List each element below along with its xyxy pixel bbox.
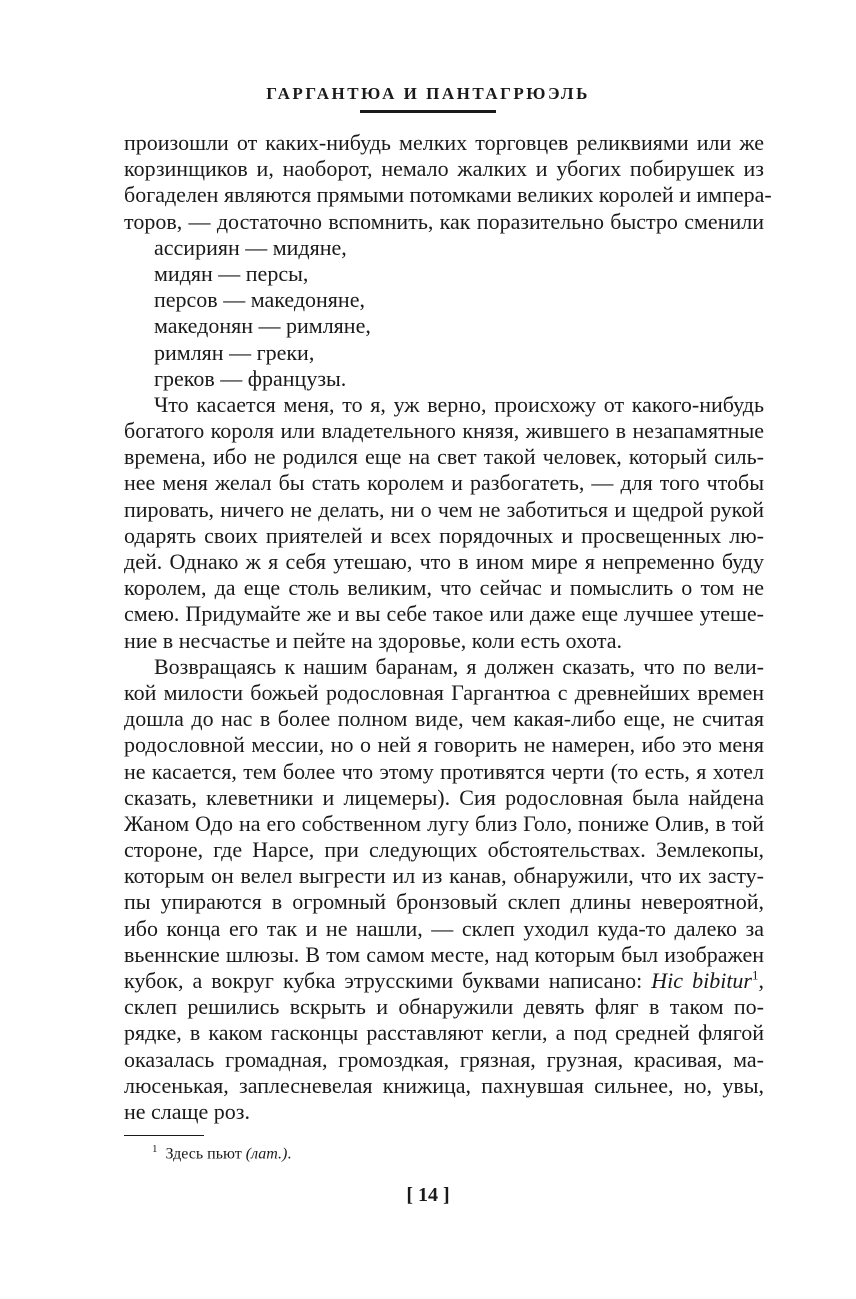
text-line: оказалась громадная, громоздкая, грязная, грузная, красивая, ма- xyxy=(124,1046,764,1072)
text-line: ние в несчастье и пейте на здоровье, коли есть охота. xyxy=(124,627,623,653)
text-segment: кубок, а вокруг кубка этрусскими буквами написано: xyxy=(124,968,643,993)
text-line: времена, ибо не родился еще на свет такой человек, который силь- xyxy=(124,444,764,470)
header-rule xyxy=(360,110,496,113)
text-line: стороне, где Нарсе, при следующих обстоятельствах. Землекопы, xyxy=(124,837,764,863)
footnote-end: . xyxy=(287,1145,292,1163)
text-line: рядке, в каком гасконцы расставляют кегли, а под средней флягой xyxy=(124,1020,764,1046)
text-line: Жаном Одо на его собственном лугу близ Голо, пониже Олив, в той xyxy=(124,810,764,836)
text-line: королем, да еще столь великим, что сейчас и помыслить о том не xyxy=(124,575,764,601)
text-line-with-latin xyxy=(124,968,764,994)
text-line: пировать, ничего не делать, ни о чем не заботиться и щедрой рукой xyxy=(124,496,764,522)
text-line: произошли от каких-нибудь мелких торговцев реликвиями или же xyxy=(124,130,764,155)
text-line: люсенькая, заплесневелая книжица, пахнувшая сильнее, но, увы, xyxy=(124,1072,764,1098)
verse-line: ассириян — мидяне, xyxy=(154,234,347,260)
verse-line: персов — македоняне, xyxy=(154,287,365,313)
text-line: сказать, клеветники и лицемеры). Сия родословная была найдена xyxy=(124,784,764,810)
text-line: родословной мессии, но о ней я говорить не намерен, ибо это меня xyxy=(124,732,764,758)
text-line: вьеннские шлюзы. В том самом месте, над которым был изображен xyxy=(124,941,764,967)
footnote-reference[interactable]: 1 xyxy=(752,967,759,983)
text-line: богатого короля или владетельного князя, жившего в незапамятные xyxy=(124,418,764,444)
verse-line: мидян — персы, xyxy=(154,260,309,286)
latin-phrase: Hic bibitur xyxy=(651,968,752,993)
text-line: не слаще роз. xyxy=(124,1098,250,1124)
text-line: нее меня желал бы стать королем и разбогатеть, — для того чтобы xyxy=(124,470,764,496)
text-line: кой милости божьей родословная Гаргантюа с древнейших времен xyxy=(124,679,764,705)
text-line: богаделен являются прямыми потомками великих королей и импера- xyxy=(124,182,772,208)
text-line: не касается, тем более что этому противятся черти (то есть, я хотел xyxy=(124,758,764,784)
footnote-note: (лат.) xyxy=(245,1145,288,1163)
text-line: одарять своих приятелей и всех порядочных и просвещенных лю- xyxy=(124,522,764,548)
footnote-mark: 1 xyxy=(152,1143,158,1155)
text-line: торов, — достаточно вспомнить, как поразительно быстро сменили xyxy=(124,208,764,234)
comma: , xyxy=(758,968,764,993)
page-number: [ 14 ] xyxy=(406,1184,450,1206)
text-line: Что касается меня, то я, уж верно, происхожу от какого-нибудь xyxy=(154,391,764,417)
text-line: склеп решились вскрыть и обнаружили девять фляг в таком по- xyxy=(124,994,764,1020)
text-line: пы упираются в огромный бронзовый склеп длины невероятной, xyxy=(124,889,764,915)
footnote-text: Здесь пьют xyxy=(165,1145,246,1163)
main-text xyxy=(124,130,772,1125)
text-line: дей. Однако ж я себя утешаю, что в ином мире я непременно буду xyxy=(124,549,764,574)
text-line: смею. Придумайте же и вы себе такое или даже еще лучшее утеше- xyxy=(124,601,764,627)
running-header: ГАРГАНТЮА И ПАНТАГРЮЭЛЬ xyxy=(266,84,590,103)
verse-line: римлян — греки, xyxy=(154,339,315,365)
verse-line: македонян — римляне, xyxy=(154,313,371,339)
text-line: дошла до нас в более полном виде, чем какая-либо еще, не считая xyxy=(124,706,764,732)
text-line: ибо конца его так и не нашли, — склеп уходил куда-то далеко за xyxy=(124,915,764,941)
text-line: которым он велел выгрести ил из канав, обнаружили, что их засту- xyxy=(124,863,764,889)
text-line: корзинщиков и, наоборот, немало жалких и убогих побирушек из xyxy=(124,156,764,182)
footnote-rule xyxy=(124,1135,204,1136)
text-line: Возвращаясь к нашим баранам, я должен сказать, что по вели- xyxy=(154,653,764,679)
footnote xyxy=(152,1143,291,1163)
verse-line: греков — французы. xyxy=(154,365,347,391)
